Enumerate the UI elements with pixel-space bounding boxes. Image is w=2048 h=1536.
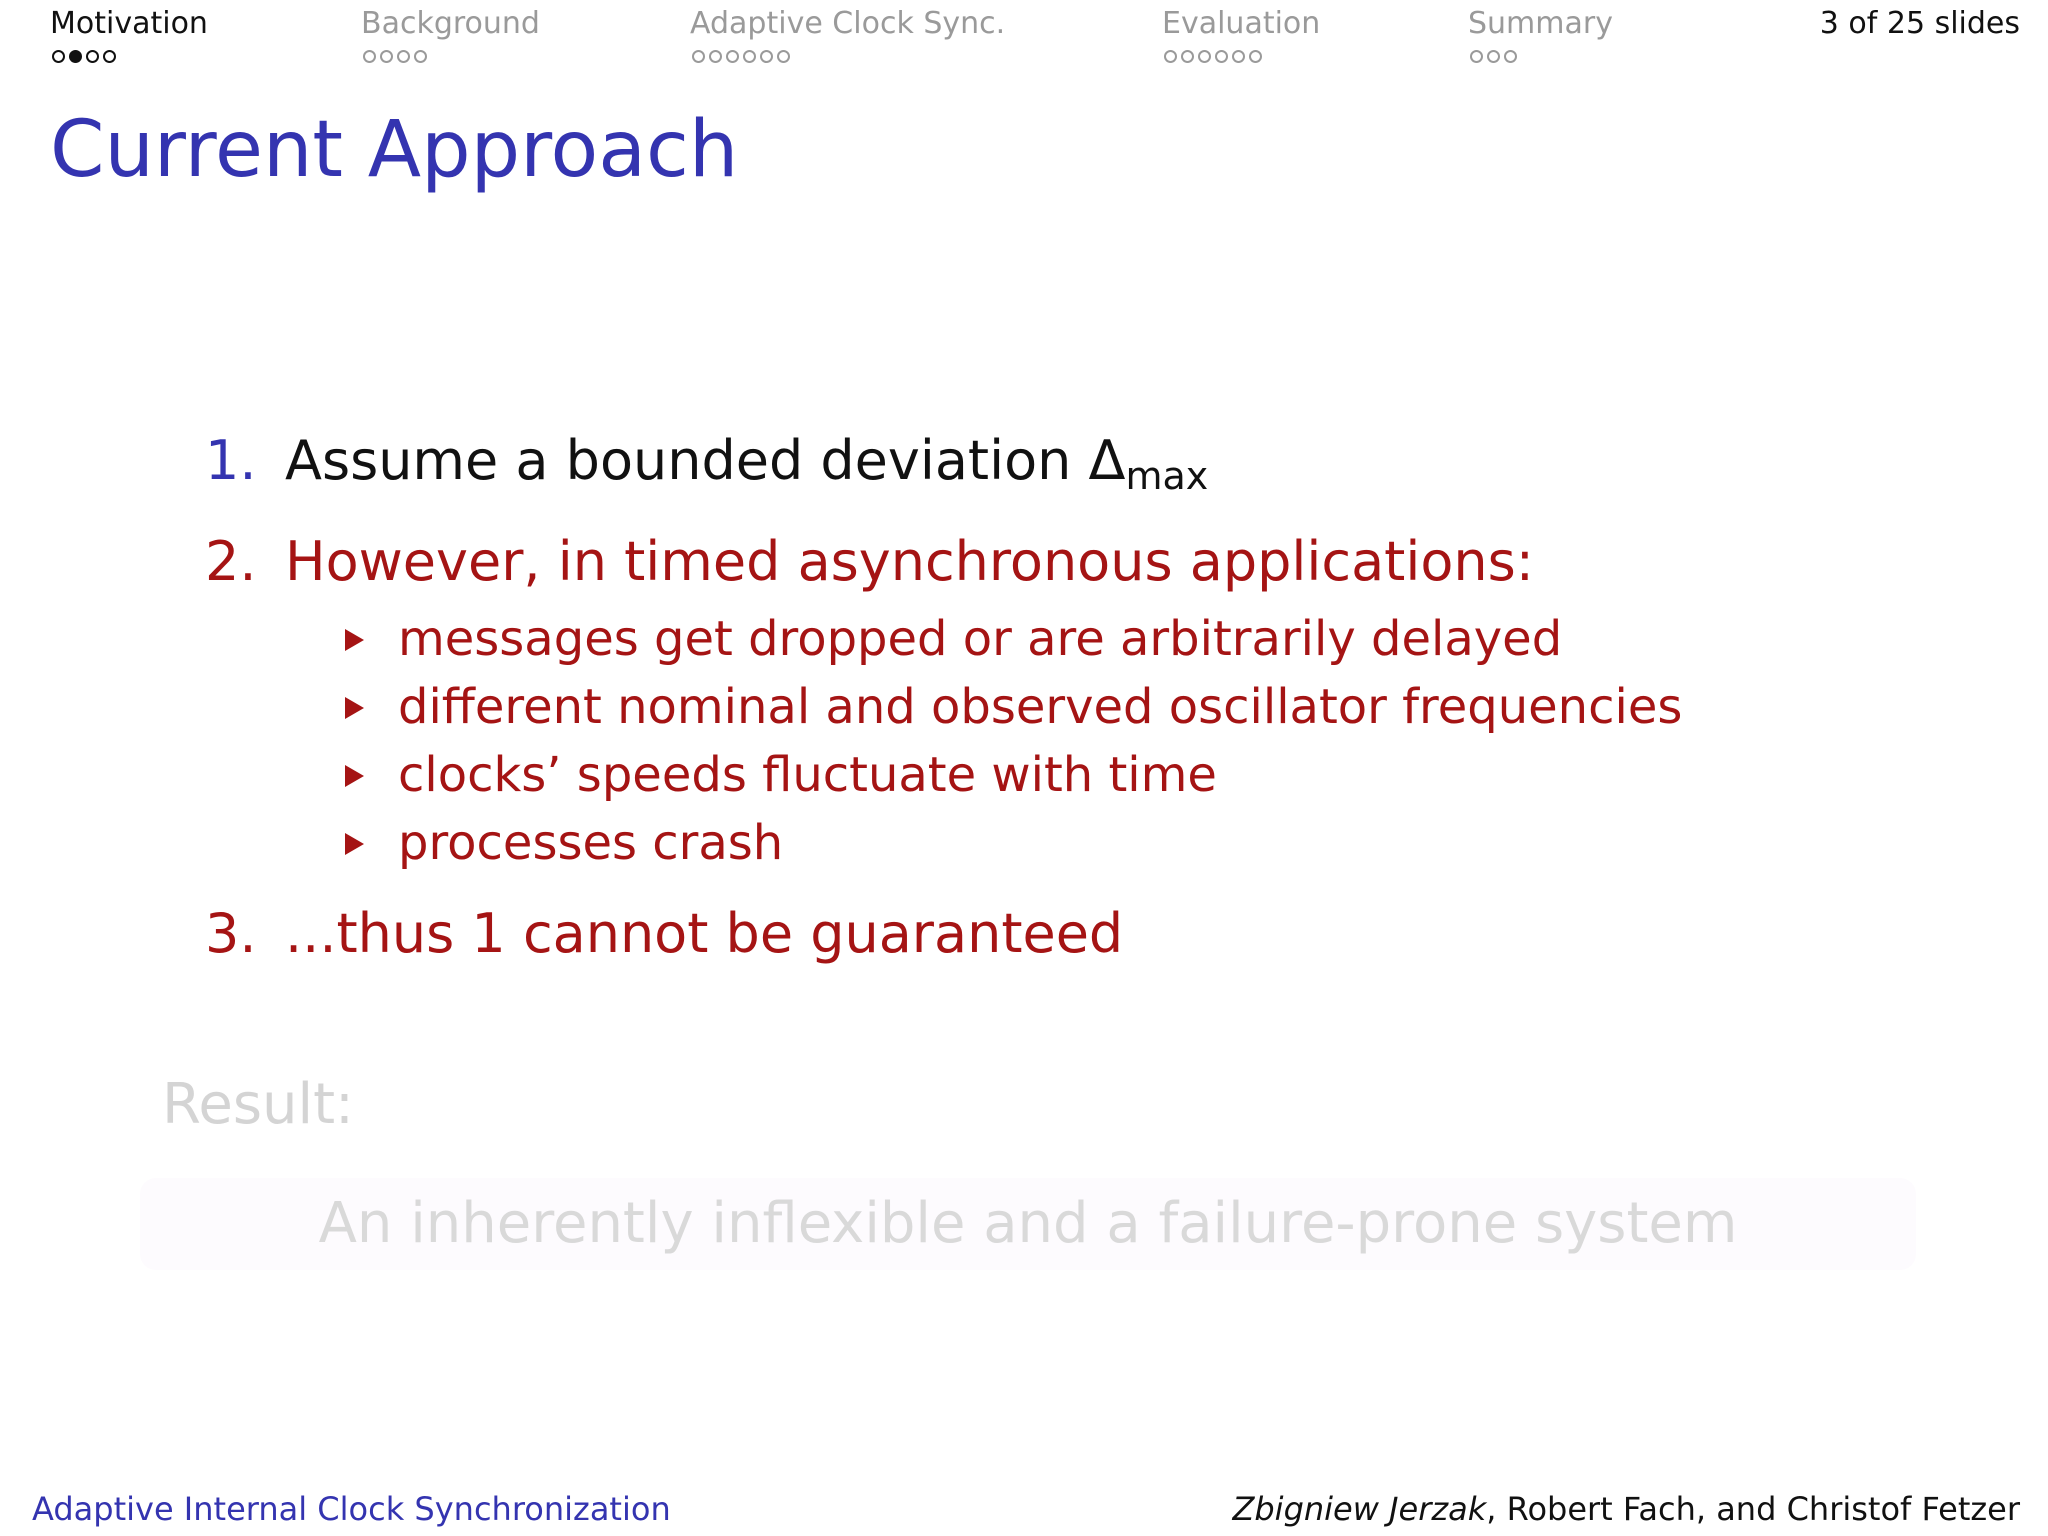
nav-dot[interactable] (1470, 50, 1483, 63)
sub-bullet-list (205, 605, 1905, 877)
bullet-item: different nominal and observed oscillator frequencies (345, 673, 1905, 741)
enum-number: 3. (205, 902, 257, 965)
nav-section-background[interactable]: Background (361, 6, 540, 41)
nav-dots-background[interactable] (363, 50, 427, 63)
nav-dot[interactable] (692, 50, 705, 63)
nav-dots-adaptive-clock-sync[interactable] (692, 50, 790, 63)
nav-dot[interactable] (380, 50, 393, 63)
sub-list-wrapper (205, 605, 1905, 877)
nav-dot[interactable] (52, 50, 65, 63)
nav-dot[interactable] (726, 50, 739, 63)
triangle-bullet-icon (345, 765, 364, 787)
enum-item-3 (205, 891, 1905, 977)
nav-dot[interactable] (1198, 50, 1211, 63)
footer-other-authors: , Robert Fach, and Christof Fetzer (1486, 1490, 2020, 1528)
result-label: Result: (162, 1072, 354, 1137)
enum-number: 2. (205, 530, 257, 593)
nav-dot-current[interactable] (69, 50, 82, 63)
nav-section-motivation[interactable]: Motivation (50, 6, 208, 41)
nav-dots-summary[interactable] (1470, 50, 1517, 63)
enum-text: Assume a bounded deviation $\Delta_{max}$ (285, 429, 1209, 498)
nav-dot[interactable] (743, 50, 756, 63)
nav-section-adaptive-clock-sync[interactable]: Adaptive Clock Sync. (690, 6, 1006, 41)
result-text: An inherently inflexible and a failure-prone system (318, 1191, 1738, 1256)
footer-talk-title[interactable]: Adaptive Internal Clock Synchronization (32, 1490, 671, 1528)
triangle-bullet-icon (345, 697, 364, 719)
nav-dot[interactable] (1164, 50, 1177, 63)
nav-dot[interactable] (103, 50, 116, 63)
nav-dot[interactable] (1249, 50, 1262, 63)
nav-dot[interactable] (777, 50, 790, 63)
nav-dot[interactable] (1487, 50, 1500, 63)
enumerated-list (205, 418, 1905, 977)
triangle-bullet-icon (345, 629, 364, 651)
nav-dot[interactable] (709, 50, 722, 63)
triangle-bullet-icon (345, 833, 364, 855)
enum-text: ...thus 1 cannot be guaranteed (285, 902, 1124, 965)
delta-subscript: max (1125, 454, 1209, 498)
nav-dot[interactable] (1504, 50, 1517, 63)
nav-dot[interactable] (1181, 50, 1194, 63)
nav-section-summary[interactable]: Summary (1468, 6, 1613, 41)
bullet-item: clocks’ speeds fluctuate with time (345, 741, 1905, 809)
enum-number: 1. (205, 429, 257, 492)
nav-dots-motivation[interactable] (52, 50, 116, 63)
enum-item-1 (205, 418, 1905, 519)
nav-dot[interactable] (1215, 50, 1228, 63)
nav-dot[interactable] (1232, 50, 1245, 63)
nav-dots-evaluation[interactable] (1164, 50, 1262, 63)
bullet-item: messages get dropped or are arbitrarily delayed (345, 605, 1905, 673)
slide-counter: 3 of 25 slides (1819, 6, 2020, 41)
footer-authors[interactable] (1232, 1490, 2020, 1528)
footer-lead-author: Zbigniew Jerzak (1232, 1490, 1487, 1528)
nav-dot[interactable] (397, 50, 410, 63)
enum-item-2 (205, 519, 1905, 605)
bullet-item: processes crash (345, 809, 1905, 877)
slide-title: Current Approach (50, 105, 739, 195)
nav-dot[interactable] (363, 50, 376, 63)
nav-section-evaluation[interactable]: Evaluation (1162, 6, 1321, 41)
result-box (140, 1178, 1916, 1270)
nav-dot[interactable] (414, 50, 427, 63)
nav-dot[interactable] (86, 50, 99, 63)
nav-dot[interactable] (760, 50, 773, 63)
enum-text: However, in timed asynchronous applications: (285, 530, 1534, 593)
